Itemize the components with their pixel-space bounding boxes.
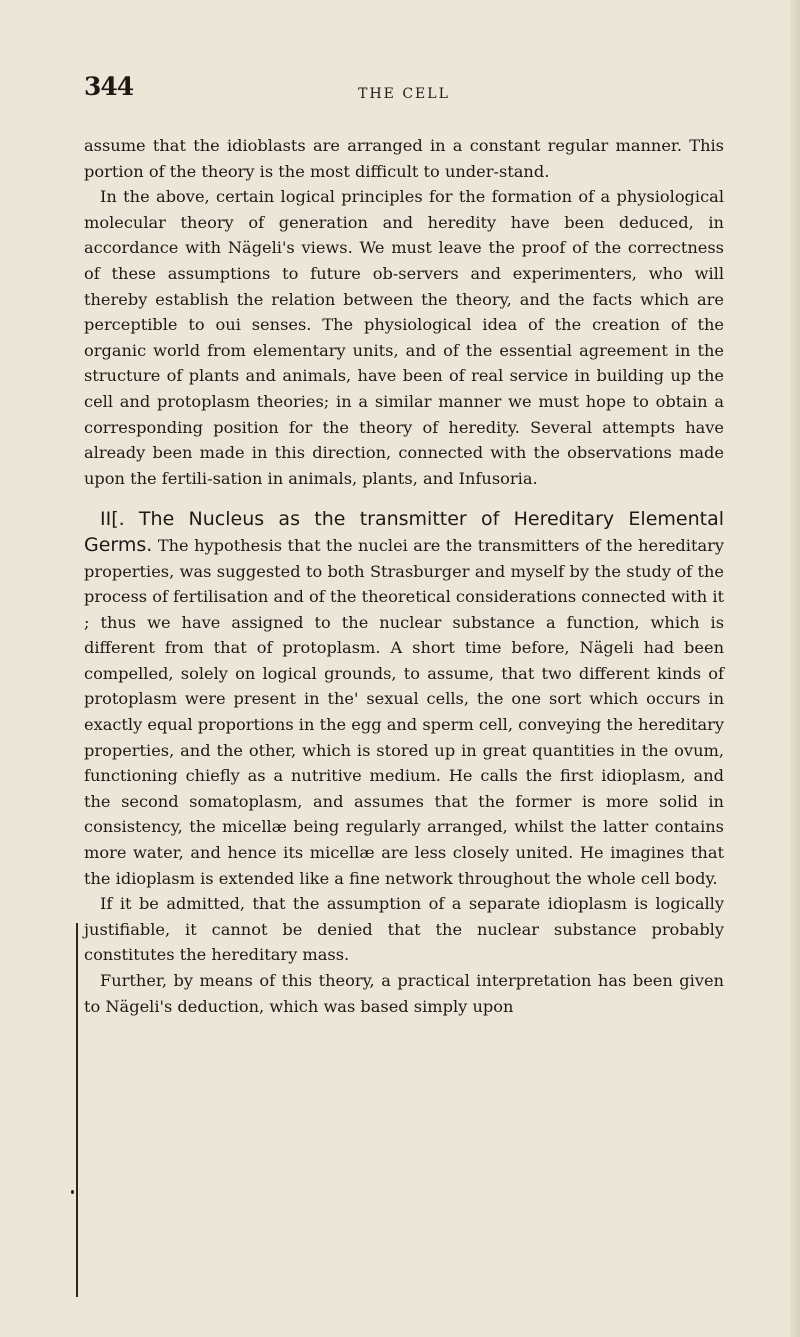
paragraph: If it be admitted, that the assumption of a separate idioplasm is logically justifiable, it cannot be denied that the nuclear substance probably constitutes the hereditary mass. [84, 894, 724, 965]
paragraph: In the above, certain logical principles for the formation of a physiological molecular theory of generation and heredity have been deduced, in accordance with Nägeli's views. We must leave the proof of the correctness of these assumptions to future ob-servers and experimenters, who will thereby establish the relation between the theory, and the facts which are perceptible to oui senses. The physiological idea of the creation of the organic world from elementary units, and of the essential agreement in the structure of plants and animals, have been of real service in building up the cell and protoplasm theories; in a similar manner we must hope to obtain a corresponding position for the theory of heredity. Several attempts have already been made in this direction, connected with the observations made upon the fertili-sation in animals, plants, and Infusoria. [84, 187, 724, 488]
section-paragraph [84, 507, 724, 891]
body-text [84, 133, 724, 1019]
running-head: THE CELL [358, 86, 450, 102]
section-heading: II[. The Nucleus as the transmitter of Hereditary Elemental Germs. [84, 508, 724, 556]
margin-mark [71, 1190, 74, 1194]
section-text: The hypothesis that the nuclei are the transmitters of the hereditary properties, was suggested to both Strasburger and myself by the study of the process of fertilisation and of the theoretical considerations connected with it ; thus we have assigned to the nuclear substance a function, which is different from that of protoplasm. A short time before, Nägeli had been compelled, solely on logical grounds, to assume, that two different kinds of protoplasm were present in the' sexual cells, the one sort which occurs in exactly equal proportions in the egg and sperm cell, conveying the hereditary properties, and the other, which is stored up in great quantities in the ovum, functioning chiefly as a nutritive medium. He calls the first idioplasm, and the second somatoplasm, and assumes that the former is more solid in consistency, the micellæ being regularly arranged, whilst the latter contains more water, and hence its micellæ are less closely united. He imagines that the idioplasm is extended like a fine network throughout the whole cell body. [84, 535, 724, 888]
page-edge [790, 0, 800, 1337]
page-number: 344 [84, 72, 134, 101]
paragraph: assume that the idioblasts are arranged in a constant regular manner. This portion of the theory is the most difficult to under-stand. [84, 136, 724, 181]
paragraph: Further, by means of this theory, a practical interpretation has been given to Nägeli's deduction, which was based simply upon [84, 971, 724, 1016]
margin-rule [76, 923, 78, 1297]
page-header [84, 72, 724, 122]
